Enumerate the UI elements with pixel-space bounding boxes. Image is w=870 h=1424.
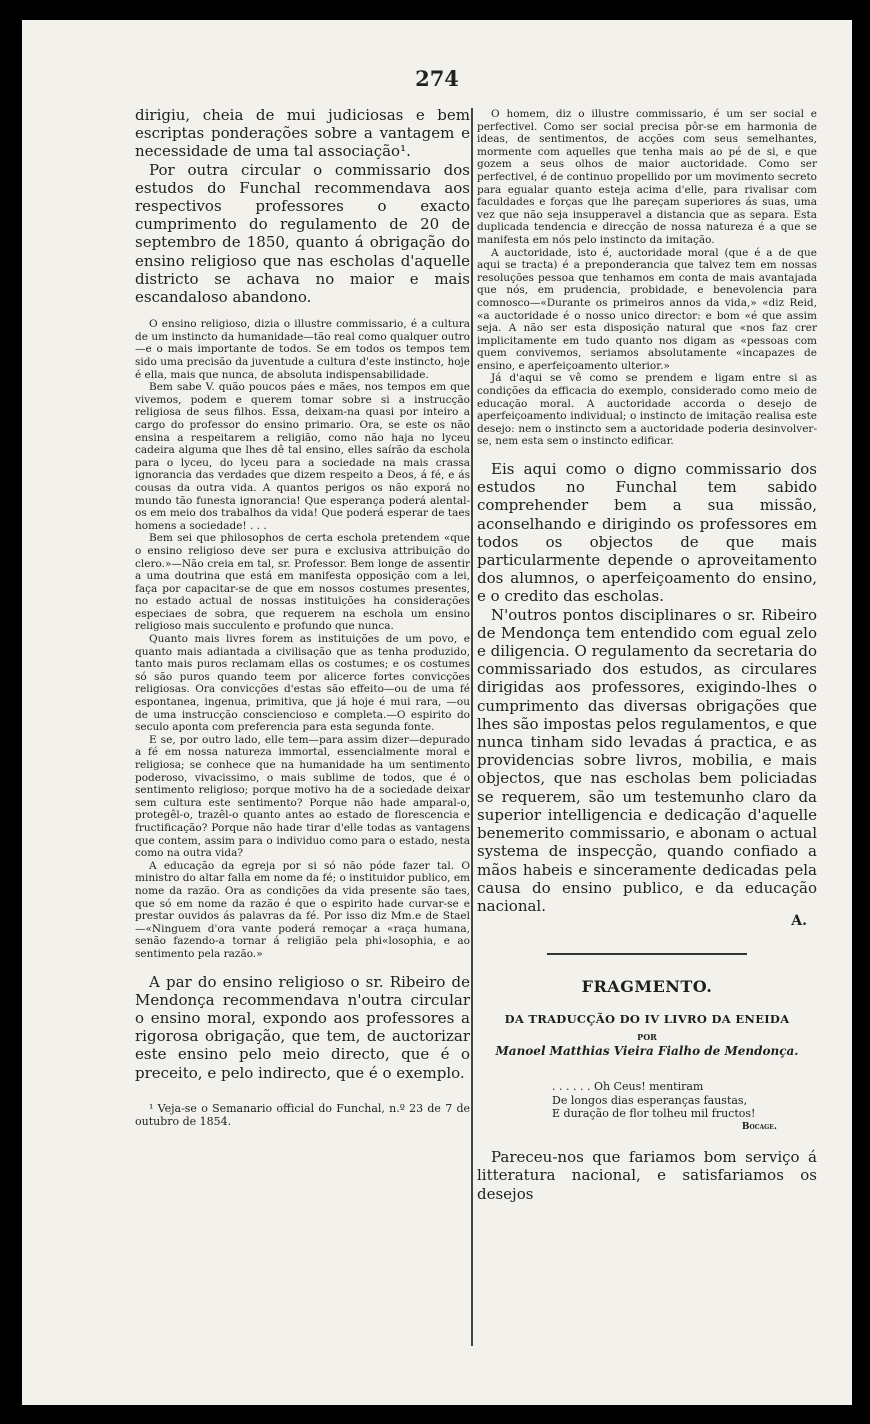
- epigraph-author: Bocage.: [741, 1121, 777, 1132]
- right-paragraph-2: N'outros pontos disciplinares o sr. Ribeiro de Mendonça tem entendido com egual zelo e diligencia. O regulamento da secretaria do commissariado dos estudos, as circulares dirigidas aos professores, exigindo-lhes o cumprimento das diversas obrigações que lhes são impostas pelos regulamentos, e que nunca tinham sido levadas á practica, e as providencias sobre livros, mobilia, e mais objectos, que nas escholas bem policiadas se requerem, são um testemunho claro da superior intelligencia e dedicação d'aquelle benemerito commissario, e abonam o actual systema de inspecção, quando confiado a mãos habeis e sinceramente dedicadas pela causa do ensino publico, e da educação nacional.: [477, 605, 817, 915]
- quote-paragraph: Quanto mais livres forem as instituições de um povo, e quanto mais adiantada a civilisação que as tenha produzido, tanto mais puros reclamam ellas os costumes; e os costumes só são puros quando teem por alicerce fortes convicções religiosas. Ora convicções d'estas são effeito—ou de uma fé espontanea, ingenua, primitiva, que já hoje é mui rara, —ou de uma instrucção consciencioso e completa.—O espirito do seculo aponta com preferencia para esta segunda fonte.: [135, 633, 470, 734]
- left-paragraph-3: A par do ensino religioso o sr. Ribeiro de Mendonça recommendava n'outra circular o ensino moral, expondo aos professores a rigorosa obrigação, que tem, de auctorizar este ensino pelo meio directo, que é o preceito, e pelo indirecto, que é o exemplo.: [135, 972, 470, 1082]
- quote-paragraph: A auctoridade, isto é, auctoridade moral (que é a de que aqui se tracta) é a preponderancia que talvez tem em nossas resoluções pessoa que tenhamos em conta de mais avantajada que nós, em prudencia, probidade, e benevolencia para comnosco—«Durante os primeiros annos da vida,» «diz Reid, «a auctoridade é o nosso unico director: e bom «é que assim seja. A não ser esta disposição natural que «nos faz crer implicitamente em tudo quanto nos digam as «pessoas com quem convivemos, seriamos absolutamente «incapazes de ensino, e aperfeiçoamento ulterior.»: [477, 246, 817, 372]
- quote-paragraph: Já d'aqui se vê como se prendem e ligam entre si as condições da efficacia do exemplo, considerado como meio de educação moral. A auctoridade accorda o desejo de aperfeiçoamento individual; o instincto de imitação realisa este desejo: nem o instincto sem a auctoridade poderia desinvolver-se, nem esta sem o instincto edificar.: [477, 372, 817, 448]
- right-paragraph-1: Eis aqui como o digno commissario dos estudos no Funchal tem sabido comprehender bem a sua missão, aconselhando e dirigindo os professores em todos os objectos de que mais particularmente depende o aproveitamento dos alumnos, o aperfeiçoamento do ensino, e o credito das escholas.: [477, 460, 817, 606]
- fragment-subtitle: DA TRADUCÇÃO DO IV LIVRO DA ENEIDA: [504, 1012, 790, 1027]
- quote-paragraph: E se, por outro lado, elle tem—para assim dizer—depurado a fé em nossa natureza immortal, essencialmente moral e religiosa; se conhece que na humanidade ha um sentimento poderoso, vivacissimo, o mais sublime de todos, que é o sentimento religioso; porque motivo ha de a sociedade deixar sem cultura este sentimento? Porque não hade amparal-o, protegêl-o, trazêl-o quanto antes ao estado de florescencia e fructificação? Porque não hade tirar d'elle todas as vantagens que contem, assim para o individuo como para o estado, nesta como na outra vida?: [135, 733, 470, 860]
- newspaper-page: [22, 20, 852, 1405]
- signature: A.: [791, 913, 807, 930]
- quotation-block: [135, 318, 470, 960]
- fragment-author: Manoel Matthias Vieira Fialho de Mendonça.: [495, 1044, 799, 1059]
- epigraph: [552, 1080, 817, 1134]
- column-divider: [471, 108, 473, 1346]
- quote-paragraph: Bem sei que philosophos de certa eschola pretendem «que o ensino religioso deve ser pura e exclusiva attribuição do clero.»—Não creia em tal, sr. Professor. Bem longe de assentir a uma doutrina que está em manifesta opposição com a lei, faça por capacitar-se de que em nossos costumes presentes, no estado actual de nossas instituições ha considerações especiaes de sobra, que requerem na eschola um ensino religioso mais succulento e profundo que nunca.: [135, 532, 470, 633]
- quote-paragraph: O ensino religioso, dizia o illustre commissario, é a cultura de um instincto da humanidade—tão real como qualquer outro—e o mais importante de todos. Se em todos os tempos tem sido uma precisão da juventude a cultura d'este instincto, hoje é ella, mais que nunca, de absoluta indispensabilidade.: [135, 318, 470, 381]
- fragment-opening: Pareceu-nos que fariamos bom serviço á litteratura nacional, e satisfariamos os desejos: [477, 1148, 817, 1203]
- epigraph-line: De longos dias esperanças faustas,: [552, 1093, 748, 1107]
- left-column: [135, 106, 470, 1128]
- quote-paragraph: A educação da egreja por si só não póde fazer tal. O ministro do altar falla em nome da fé; o instituidor publico, em nome da razão. Ora as condições da vida presente são taes, que só em nome da razão é que o espirito hade curvar-se e prestar ouvidos ás palavras da fé. Por isso diz Mm.e de Stael—«Ninguem d'ora vante poderá remoçar a «raça humana, senão fazendo-a tornar á religião pela phi«losophia, e ao sentimento pela razão.»: [135, 859, 470, 960]
- quote-paragraph: O homem, diz o illustre commissario, é um ser social e perfectivel. Como ser social precisa pôr-se em harmonia de ideas, de sentimentos, de acções com seus semelhantes, mormente com aquelles que tenha mais ao pé de si, e que gozem a seus olhos de maior auctoridade. Como ser perfectivel, é de continuo propellido por um movimento secreto para egualar quanto esteja acima d'elle, para rivalisar com faculdades e forças que lhe pareçam superiores ás suas, uma vez que não seja insupperavel a distancia que as separa. Esta duplicada tendencia e direcção de nossa natureza é a que se manifesta em nós pelo instincto da imitação.: [477, 108, 817, 246]
- quote-paragraph: Bem sabe V. quão poucos páes e mães, nos tempos em que vivemos, podem e querem tomar sobre si a instrucção religiosa de seus filhos. Essa, deixam-na quasi por inteiro a cargo do professor do ensino primario. Ora, se este os não ensina a respeitarem a religião, como não haja no lyceu cadeira alguma que lhes dê tal ensino, elles saírão da eschola para o lyceu, do lyceu para a sociedade na mais crassa ignorancia das verdades que dizem respeito a Deos, á fé, e ás cousas da outra vida. A quantos perigos os não exporá no mundo tão funesta ignorancia! Que esperança poderá alental-os em meio dos trabalhos da vida! Que poderá esperar de taes homens a sociedade! . . .: [135, 381, 470, 532]
- section-divider: [547, 953, 747, 955]
- epigraph-line: E duração de flor tolheu mil fructos!: [552, 1107, 756, 1121]
- footnote: ¹ Veja-se o Semanario official do Funchal, n.º 23 de 7 de outubro de 1854.: [135, 1101, 470, 1128]
- fragment-title: FRAGMENTO.: [581, 977, 713, 997]
- epigraph-line: . . . . . . Oh Ceus! mentiram: [552, 1080, 704, 1094]
- left-paragraph-2: Por outra circular o commissario dos estudos do Funchal recommendava aos respectivos professores o exacto cumprimento do regulamento de 20 de septembro de 1850, quanto á obrigação do ensino religioso que nas escholas d'aquelle districto se achava no maior e mais escandaloso abandono.: [135, 160, 470, 307]
- page-number: 274: [415, 66, 459, 91]
- right-column: [477, 108, 817, 1203]
- left-paragraph-1: dirigiu, cheia de mui judiciosas e bem escriptas ponderações sobre a vantagem e necessidade de uma tal associação¹.: [135, 106, 470, 161]
- quotation-block-continued: [477, 108, 817, 448]
- fragment-by-label: POR: [637, 1032, 657, 1043]
